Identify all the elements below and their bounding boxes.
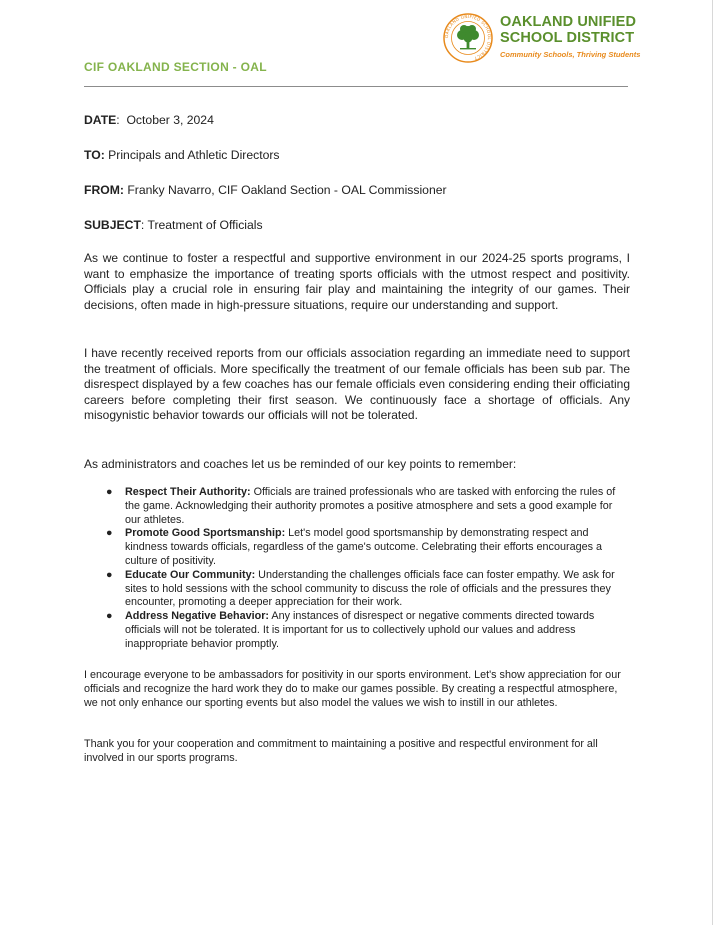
section-title: CIF OAKLAND SECTION - OAL xyxy=(84,60,267,74)
key-point-item xyxy=(84,527,630,568)
key-point-text: Any instances of disrespect or negative comments directed towards officials will not be tolerated. It is important for us to collectively uphold our values and address inappropriate behavior promptly. xyxy=(125,610,595,650)
key-point-title: Promote Good Sportsmanship: xyxy=(125,527,286,540)
from-value: Franky Navarro, CIF Oakland Section - OAL Commissioner xyxy=(127,183,447,197)
key-point-title: Educate Our Community: xyxy=(125,568,256,581)
body-paragraph-1: As we continue to foster a respectful and supportive environment in our 2024-25 sports programs, I want to emphasize the importance of treating sports officials with the utmost respect and positivity. Officials play a crucial role in ensuring fair play and maintaining the integrity of our games. Their decisions, often made in high-pressure situations, require our understanding and support. xyxy=(84,251,630,312)
bullet-icon: ● xyxy=(106,527,113,540)
subject-label: SUBJECT xyxy=(84,218,141,232)
date-field: DATE: October 3, 2024 xyxy=(84,113,214,127)
date-label: DATE xyxy=(84,113,117,127)
bullet-icon: ● xyxy=(106,610,113,623)
from-field xyxy=(84,183,447,197)
bullet-icon: ● xyxy=(106,486,113,498)
district-logo xyxy=(443,13,703,63)
subject-value: Treatment of Officials xyxy=(147,218,263,232)
key-point-text: Officials are trained professionals who are tasked with enforcing the rules of the game. Acknowledging their authority promotes a positive atmosphere and sets a good example for our athletes. xyxy=(125,486,616,526)
key-point-item xyxy=(84,610,630,651)
seal-text: OAKLAND UNIFIED SCHOOL DISTRICT xyxy=(443,13,493,61)
key-point-title: Respect Their Authority: xyxy=(125,486,251,498)
bullet-icon: ● xyxy=(106,568,113,581)
key-points-list xyxy=(84,486,630,652)
body-paragraph-2: I have recently received reports from our officials association regarding an immediate need to support the treatment of officials. More specifically the treatment of our female officials has been sub par. The disrespect displayed by a few coaches has our female officials even considering ending their officiating careers before completing their first season. We continuously face a shortage of officials. Any misogynistic behavior towards our officials will not be tolerated. xyxy=(84,346,630,423)
header-divider xyxy=(84,86,628,87)
district-tagline: Community Schools, Thriving Students xyxy=(500,50,641,59)
body-paragraph-4: I encourage everyone to be ambassadors for positivity in our sports environment. Let's show appreciation for our officials and recognize the hard work they do to make our games possible. By creating a respectful atmosphere, we not only enhance our sporting events but also model the values we wish to instill in our athletes. xyxy=(84,669,621,709)
body-paragraph-5: Thank you for your cooperation and commitment to maintaining a positive and respectful environment for all involved in our sports programs. xyxy=(84,738,598,764)
key-point-text: Understanding the challenges officials face can foster empathy. We ask for sites to hold sessions with the school community to discuss the role of officials and the pressures they encounter, promoting a deeper appreciation for their work. xyxy=(125,568,615,609)
to-field xyxy=(84,148,280,162)
key-point-item xyxy=(84,486,630,527)
oak-tree-seal-icon xyxy=(443,13,493,63)
key-point-item xyxy=(84,569,630,610)
subject-field: SUBJECT: Treatment of Officials xyxy=(84,218,263,232)
to-value: Principals and Athletic Directors xyxy=(108,148,280,162)
key-point-text: Let's model good sportsmanship by demonstrating respect and kindness towards officials, regardless of the game's outcome. Celebrating their efforts encourages a culture of positivity. xyxy=(125,527,602,567)
body-paragraph-3: As administrators and coaches let us be reminded of our key points to remember: xyxy=(84,457,517,471)
district-name: OAKLAND UNIFIED SCHOOL DISTRICT xyxy=(500,14,637,46)
date-value: October 3, 2024 xyxy=(126,113,214,127)
to-label: TO: xyxy=(84,148,105,162)
key-point-title: Address Negative Behavior: xyxy=(125,610,270,623)
from-label: FROM: xyxy=(84,183,124,197)
